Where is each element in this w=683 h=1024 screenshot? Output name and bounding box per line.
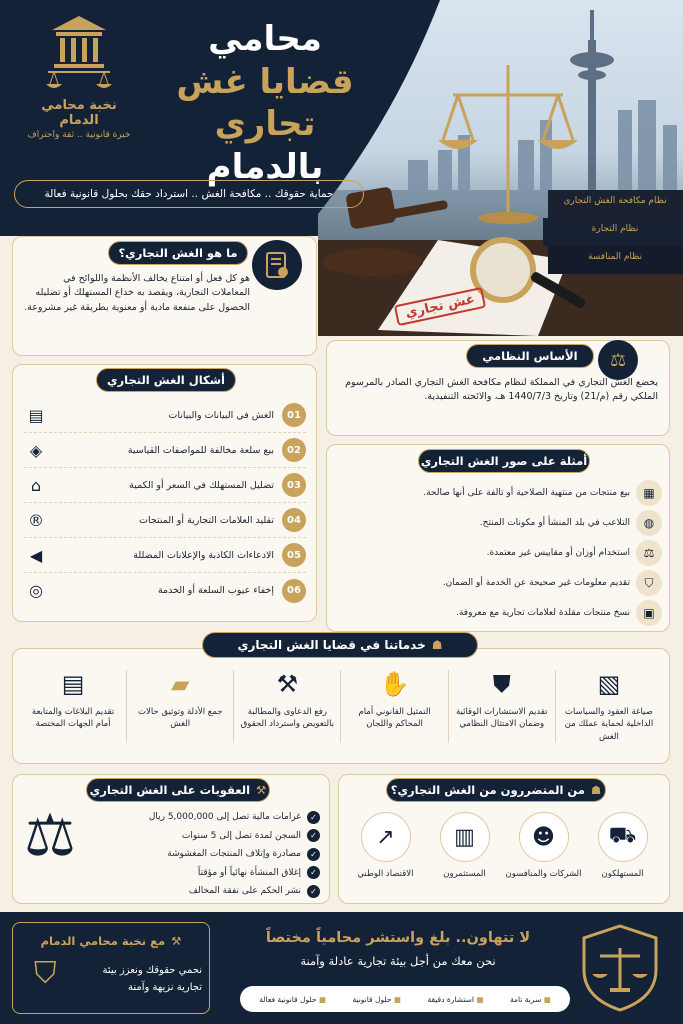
gavel-small-icon: ⚒ — [256, 783, 267, 797]
examples-item — [336, 508, 662, 538]
group-icon: ☗ — [590, 783, 602, 797]
penalties-title-pill — [86, 778, 270, 802]
eye-off-icon: ◎ — [29, 581, 43, 600]
forms-item-number: 06 — [282, 579, 306, 603]
globe-icon: ◍ — [636, 510, 662, 536]
forms-item — [24, 503, 306, 538]
brand-name: نخبة محامي الدمام — [41, 98, 117, 128]
forms-item — [24, 538, 306, 573]
forms-item — [24, 398, 306, 433]
megaphone-icon: ◀ — [29, 545, 43, 565]
book-label-2: نظام التجارة — [591, 224, 639, 234]
chart-icon: ↗ — [361, 812, 411, 862]
affected-title-pill — [386, 778, 606, 802]
gavel-mini-icon: ■ — [318, 994, 326, 1004]
gavel-icon: ⚒ — [276, 670, 299, 698]
service-item — [126, 670, 233, 743]
penalties-title: العقوبات على الغش التجاري — [89, 783, 251, 797]
hero-subtitle: حماية حقوقك .. مكافحة الغش .. استرداد حقك بحلول قانونية فعالة — [14, 180, 364, 208]
hero-title-line3: بالدمام — [206, 146, 324, 187]
penalties-list — [98, 808, 320, 901]
affected-item — [583, 812, 662, 880]
courthouse-scale-icon — [44, 12, 114, 92]
footer-cta-title: لا تتهاون.. بلغ واستشر محامياً مختصاً — [265, 930, 531, 946]
scale-icon: ⚖ — [636, 540, 662, 566]
service-item — [233, 670, 340, 743]
examples-item — [336, 478, 662, 508]
legal-title-pill — [466, 344, 594, 368]
hero-title-line1: محامي — [208, 19, 322, 59]
people-icon: ☗ — [431, 638, 443, 652]
service-item-label: التمثيل القانوني أمام المحاكم واللجان — [358, 707, 431, 730]
check-icon: ✓ — [307, 866, 320, 879]
legal-text: يخضع الغش التجاري في المملكة لنظام مكافحة الغش التجاري الصادر بالمرسوم الملكي رقم (م/21) وتاريخ 1440/7/3 هـ، والائحته التنفيذية. — [345, 377, 658, 403]
businessman-icon: ☻ — [519, 812, 569, 862]
what-text: هو كل فعل أو امتناع يخالف الأنظمة واللوائح في المعاملات التجارية، ويقصد به خداع المستهلك أو تضليله الحصول على منفعة مادية أو معنوية بطريقة غير مشروعة. — [24, 273, 250, 313]
examples-item-label: نسخ منتجات مقلدة لعلامات تجارية مع معروفة. — [456, 608, 630, 618]
forms-item-label: تقليد العلامات التجارية أو المنتجات — [139, 514, 274, 526]
forms-title-pill — [96, 368, 236, 392]
shield-icon: ⛉ — [636, 570, 662, 596]
document-check-icon — [252, 240, 302, 290]
footer-box-line2: تجارية نزيهة وآمنة — [127, 982, 202, 993]
examples-item-label: التلاعب في بلد المنشأ أو مكونات المنتج. — [479, 518, 630, 528]
footer-cta-subtitle: نحن معك من أجل بيئة تجارية عادلة وآمنة — [300, 954, 496, 968]
affected-item — [425, 812, 504, 880]
forms-item-number: 05 — [282, 543, 306, 567]
service-item — [340, 670, 447, 743]
scale-icon-badge: ⚖ — [598, 340, 638, 380]
presentation-icon: ▧ — [597, 670, 621, 698]
shield-footer-icon: ⛉ — [34, 956, 57, 991]
affected-item-label: المستثمرون — [443, 869, 486, 879]
affected-item — [346, 812, 425, 880]
examples-item-label: بيع منتجات من منتهية الصلاحية أو تالفة على أنها صالحة. — [423, 488, 630, 498]
forms-item-number: 04 — [282, 508, 306, 532]
footer-shield-logo — [578, 922, 662, 1014]
services-title-pill — [202, 632, 478, 658]
forms-item-number: 01 — [282, 403, 306, 427]
forms-item-number: 03 — [282, 473, 306, 497]
building-icon: ▥ — [440, 812, 490, 862]
affected-row — [346, 812, 662, 880]
service-item-label: تقديم البلاغات والمتابعة أمام الجهات المختصة — [31, 707, 115, 730]
price-tag-icon: ⌂ — [30, 475, 42, 495]
legal-title: الأساس النظامي — [482, 349, 578, 363]
forms-item-label: إخفاء عيوب السلعة أو الخدمة — [157, 585, 274, 596]
forms-item — [24, 573, 306, 608]
examples-item — [336, 568, 662, 598]
forms-item-label: الادعاءات الكاذبة والإعلانات المضللة — [133, 549, 274, 561]
affected-item-label: الشركات والمنافسون — [505, 869, 582, 879]
forms-title: أشكال الغش التجاري — [107, 373, 225, 387]
book-label-1: نظام مكافحة الغش التجاري — [563, 196, 667, 206]
brand-logo — [24, 12, 134, 140]
lock-icon: ■ — [543, 994, 551, 1004]
shield-check-icon: ⛊ — [492, 670, 511, 698]
forms-item-number: 02 — [282, 438, 306, 462]
forms-item — [24, 433, 306, 468]
penalty-item-label: مصادرة وإتلاف المنتجات المغشوشة — [167, 849, 301, 860]
affected-title: من المتضررون من الغش التجاري؟ — [390, 783, 585, 797]
document-icon: ▤ — [28, 405, 44, 425]
service-item — [20, 670, 126, 743]
hero-title — [140, 18, 390, 188]
footer-features — [240, 986, 570, 1012]
hero-title-line2: قضايا غش تجاري — [176, 61, 354, 144]
briefcase-icon: ■ — [393, 994, 401, 1004]
box-icon: ◈ — [29, 440, 43, 460]
penalty-item-label: غرامات مالية تصل إلى 5,000,000 ريال — [148, 812, 301, 823]
book-label-3: نظام المنافسة — [587, 252, 643, 262]
brand-tagline: خبرة قانونية .. ثقة واحتراف — [27, 130, 131, 140]
registered-icon: ® — [28, 510, 44, 530]
penalty-item — [98, 864, 320, 883]
fraud-stamp: غش تجاري — [394, 287, 487, 326]
person-icon: ■ — [476, 994, 484, 1004]
penalty-item — [98, 827, 320, 846]
services-row — [20, 670, 662, 743]
service-item-label: تقديم الاستشارات الوقائية وضمان الامتثال النظامي — [455, 707, 548, 730]
penalty-item — [98, 808, 320, 827]
examples-title-pill — [418, 449, 590, 473]
handshake-icon: ✋ — [379, 670, 410, 698]
forms-item-label: بيع سلعة مخالفة للمواصفات القياسية — [127, 444, 274, 456]
examples-item-label: استخدام أوزان أو مقاييس غير معتمدة. — [486, 548, 630, 558]
forms-item-label: تضليل المستهلك في السعر أو الكمية — [129, 479, 274, 491]
feature-consultation: ■ استشارة دقيقة — [427, 994, 484, 1004]
forms-item — [24, 468, 306, 503]
footer-box-title: ⚒ مع نخبة محامي الدمام — [40, 934, 182, 948]
examples-item-label: تقديم معلومات غير صحيحة عن الخدمة أو الضمان. — [442, 578, 630, 588]
check-icon: ✓ — [307, 848, 320, 861]
service-item-label: رفع الدعاوى والمطالبة بالتعويض واسترداد الحقوق — [240, 707, 335, 730]
forms-item-label: الغش في البيانات والبيانات — [168, 409, 274, 421]
penalty-item-label: إغلاق المنشأة نهائياً أو مؤقتاً — [197, 867, 301, 878]
examples-item — [336, 538, 662, 568]
feature-effective: ■ حلول قانونية فعالة — [259, 994, 326, 1004]
examples-list — [336, 478, 662, 628]
penalties-scale-icon: ⚖ — [24, 801, 76, 869]
report-icon: ▤ — [61, 670, 85, 698]
footer-box-line1: نحمي حقوقك ونعزز بيئة — [102, 965, 202, 976]
feature-confidentiality: ■ سرية تامة — [509, 994, 551, 1004]
examples-title: أمثلة على صور الغش التجاري — [420, 454, 588, 468]
penalty-item-label: نشر الحكم على نفقة المخالف — [188, 886, 301, 897]
cart-icon: ⛟ — [598, 812, 648, 862]
forms-list — [24, 398, 306, 608]
penalty-item-label: السجن لمدة تصل إلى 5 سنوات — [181, 830, 301, 841]
affected-item-label: الاقتصاد الوطني — [357, 869, 414, 879]
penalty-item — [98, 882, 320, 901]
examples-item — [336, 598, 662, 628]
footer-box-text — [62, 962, 202, 996]
package-icon: ▣ — [636, 600, 662, 626]
service-item-label: صياغة العقود والسياسات الداخلية لحماية عملك من الغش — [564, 707, 654, 742]
affected-item-label: المستهلكون — [601, 869, 644, 879]
folder-icon: ▰ — [170, 670, 190, 698]
check-icon: ✓ — [307, 885, 320, 898]
feature-solutions: ■ حلول قانونية — [352, 994, 401, 1004]
check-icon: ✓ — [307, 829, 320, 842]
what-title: ما هو الغش التجاري؟ — [118, 246, 238, 260]
service-item — [448, 670, 555, 743]
affected-item — [504, 812, 583, 880]
service-item-label: جمع الأدلة وتوثيق حالات الغش — [137, 707, 223, 730]
service-item — [555, 670, 662, 743]
penalty-item — [98, 845, 320, 864]
gavel-footer-icon: ⚒ — [171, 934, 182, 948]
what-title-pill — [108, 241, 248, 265]
check-icon: ✓ — [307, 811, 320, 824]
calendar-icon: ▦ — [636, 480, 662, 506]
services-title: خدماتنا في قضايا الغش التجاري — [237, 638, 426, 652]
